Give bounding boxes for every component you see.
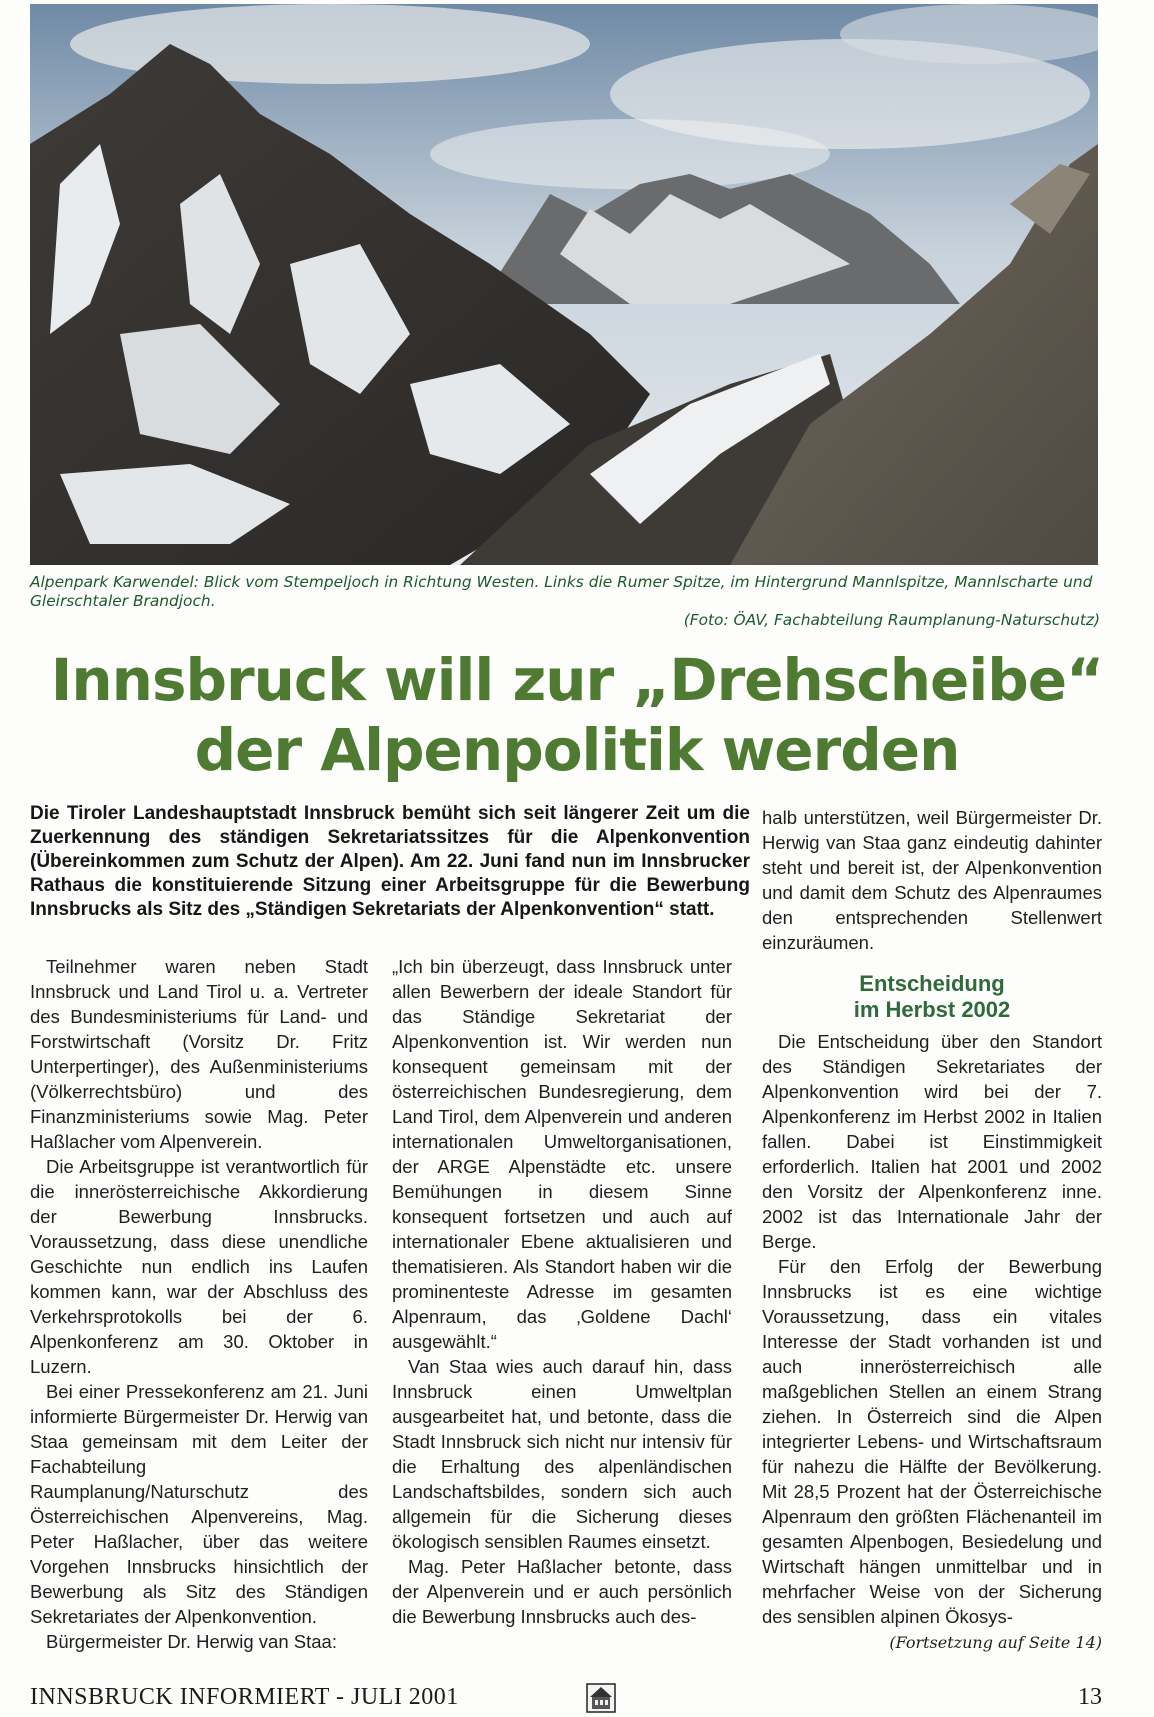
column-3: [762, 805, 1102, 1655]
city-logo-icon: [586, 1683, 616, 1713]
col1-paragraph: Bei einer Pressekonferenz am 21. Juni informierte Bürgermeister Dr. Herwig van Staa gemeinsam mit dem Leiter der Fachabteilung Raumplanung/Naturschutz des Österreichischen Alpenvereins, Mag. Peter Haßlacher, über das weitere Vorgehen Innsbrucks hinsichtlich der Bewerbung als Sitz des Ständigen Sekretariates der Alpenkonvention.: [30, 1381, 368, 1627]
col2-paragraph: Van Staa wies auch darauf hin, dass Innsbruck einen Umweltplan ausgearbeitet hat, und betonte, dass die Stadt Innsbruck sich nicht nur intensiv für die Erhaltung des alpenländischen Landschaftsbildes, sondern sich auch allgemein für die Sicherung dieses ökologisch sensiblen Raumes einsetzt.: [392, 1356, 732, 1552]
column-1: [30, 954, 368, 1654]
column-2: [392, 954, 732, 1629]
photo-credit: (Foto: ÖAV, Fachabteilung Raumplanung-Naturschutz): [683, 611, 1100, 629]
col3-paragraph: Für den Erfolg der Bewerbung Innsbrucks ist es eine wichtige Voraussetzung, dass ein vitales Interesse der Stadt vorhanden ist und auch innerösterreichisch alle maßgeblichen Stellen an einem Strang ziehen. In Österreich sind die Alpen integrierter Lebens- und Wirtschaftsraum für nahezu die Hälfte der Bevölkerung. Mit 28,5 Prozent hat der Österreichische Alpenraum den größten Flächenanteil im gesamten Alpenbogen, Besiedelung und Wirtschaft hängen unmittelbar und in mehrfacher Weise von der Sicherung des sensiblen alpinen Ökosys-: [762, 1256, 1102, 1627]
col1-paragraph: Die Arbeitsgruppe ist verantwortlich für die innerösterreichische Akkordierung der Bewerbung Innsbrucks. Voraussetzung, dass diese unendliche Geschichte nun endlich ins Laufen kommen kann, war der Abschluss des Verkehrsprotokolls bei der 6. Alpenkonferenz am 30. Oktober in Luzern.: [30, 1156, 368, 1377]
subhead-line-1: Entscheidung: [859, 971, 1005, 996]
col3-intro: halb unterstützen, weil Bürgermeister Dr. Herwig van Staa ganz eindeutig dahinter steht und bereit ist, der Alpenkonvention und damit dem Schutz des Alpenraumes den entsprechenden Stellenwert einzuräumen.: [762, 807, 1102, 953]
col2-paragraph: „Ich bin überzeugt, dass Innsbruck unter allen Bewerbern der ideale Standort für das Ständige Sekretariat der Alpenkonvention ist. Wir werden nun konsequent gemeinsam mit der österreichischen Bundesregierung, dem Land Tirol, dem Alpenverein und anderen internationalen Umweltorganisationen, der ARGE Alpenstädte etc. unsere Bemühungen in diesem Sinne konsequent fortsetzen und auch auf internationaler Ebene aktualisieren und thematisieren. Als Standort haben wir die prominenteste Adresse im gesamten Alpenraum, das ‚Goldene Dachl‘ ausgewählt.“: [392, 956, 732, 1352]
photo-caption: [30, 573, 1100, 630]
mountain-photo: [30, 4, 1098, 565]
col1-paragraph: Teilnehmer waren neben Stadt Innsbruck und Land Tirol u. a. Vertreter des Bundesministeriums für Land- und Forstwirtschaft (Vorsitz Dr. Fritz Unterpertinger), des Außenministeriums (Völkerrechtsbüro) und des Finanzministeriums sowie Mag. Peter Haßlacher vom Alpenverein.: [30, 956, 368, 1152]
section-subheading: [762, 971, 1102, 1023]
subhead-line-2: im Herbst 2002: [853, 997, 1011, 1022]
continued-link[interactable]: (Fortsetzung auf Seite 14): [889, 1633, 1102, 1652]
headline-line-1: Innsbruck will zur „Drehscheibe“: [50, 646, 1104, 714]
article-headline: [0, 645, 1154, 785]
karwendel-landscape-image: [30, 4, 1098, 565]
publication-name: INNSBRUCK INFORMIERT - JULI 2001: [30, 1684, 459, 1710]
col3-paragraph: Die Entscheidung über den Standort des Ständigen Sekretariates der Alpenkonvention wird bei der 7. Alpenkonferenz im Herbst 2002 in Italien fallen. Dabei ist Einstimmigkeit erforderlich. Italien hat 2001 und 2002 den Vorsitz der Alpenkonferenz inne. 2002 ist das Internationale Jahr der Berge.: [762, 1031, 1102, 1252]
col1-paragraph: Bürgermeister Dr. Herwig van Staa:: [46, 1631, 337, 1652]
lead-paragraph: Die Tiroler Landeshauptstadt Innsbruck bemüht sich seit längerer Zeit um die Zuerkennung des ständigen Sekretariatssitzes für die Alpenkonvention (Übereinkommen zum Schutz der Alpen). Am 22. Juni fand nun im Innsbrucker Rathaus die konstituierende Sitzung einer Arbeitsgruppe für die Bewerbung Innsbrucks als Sitz des „Ständigen Sekretariats der Alpenkonvention“ statt.: [30, 803, 750, 920]
page-number: 13: [1078, 1684, 1102, 1710]
caption-text: Alpenpark Karwendel: Blick vom Stempeljoch in Richtung Westen. Links die Rumer Spitze, im Hintergrund Mannlspitze, Mannlscharte und Gleirschtaler Brandjoch.: [30, 573, 1093, 610]
headline-line-2: der Alpenpolitik werden: [194, 716, 960, 784]
col2-paragraph: Mag. Peter Haßlacher betonte, dass der Alpenverein und er auch persönlich die Bewerbung Innsbrucks auch des-: [392, 1556, 732, 1627]
page-footer: [30, 1680, 1102, 1714]
